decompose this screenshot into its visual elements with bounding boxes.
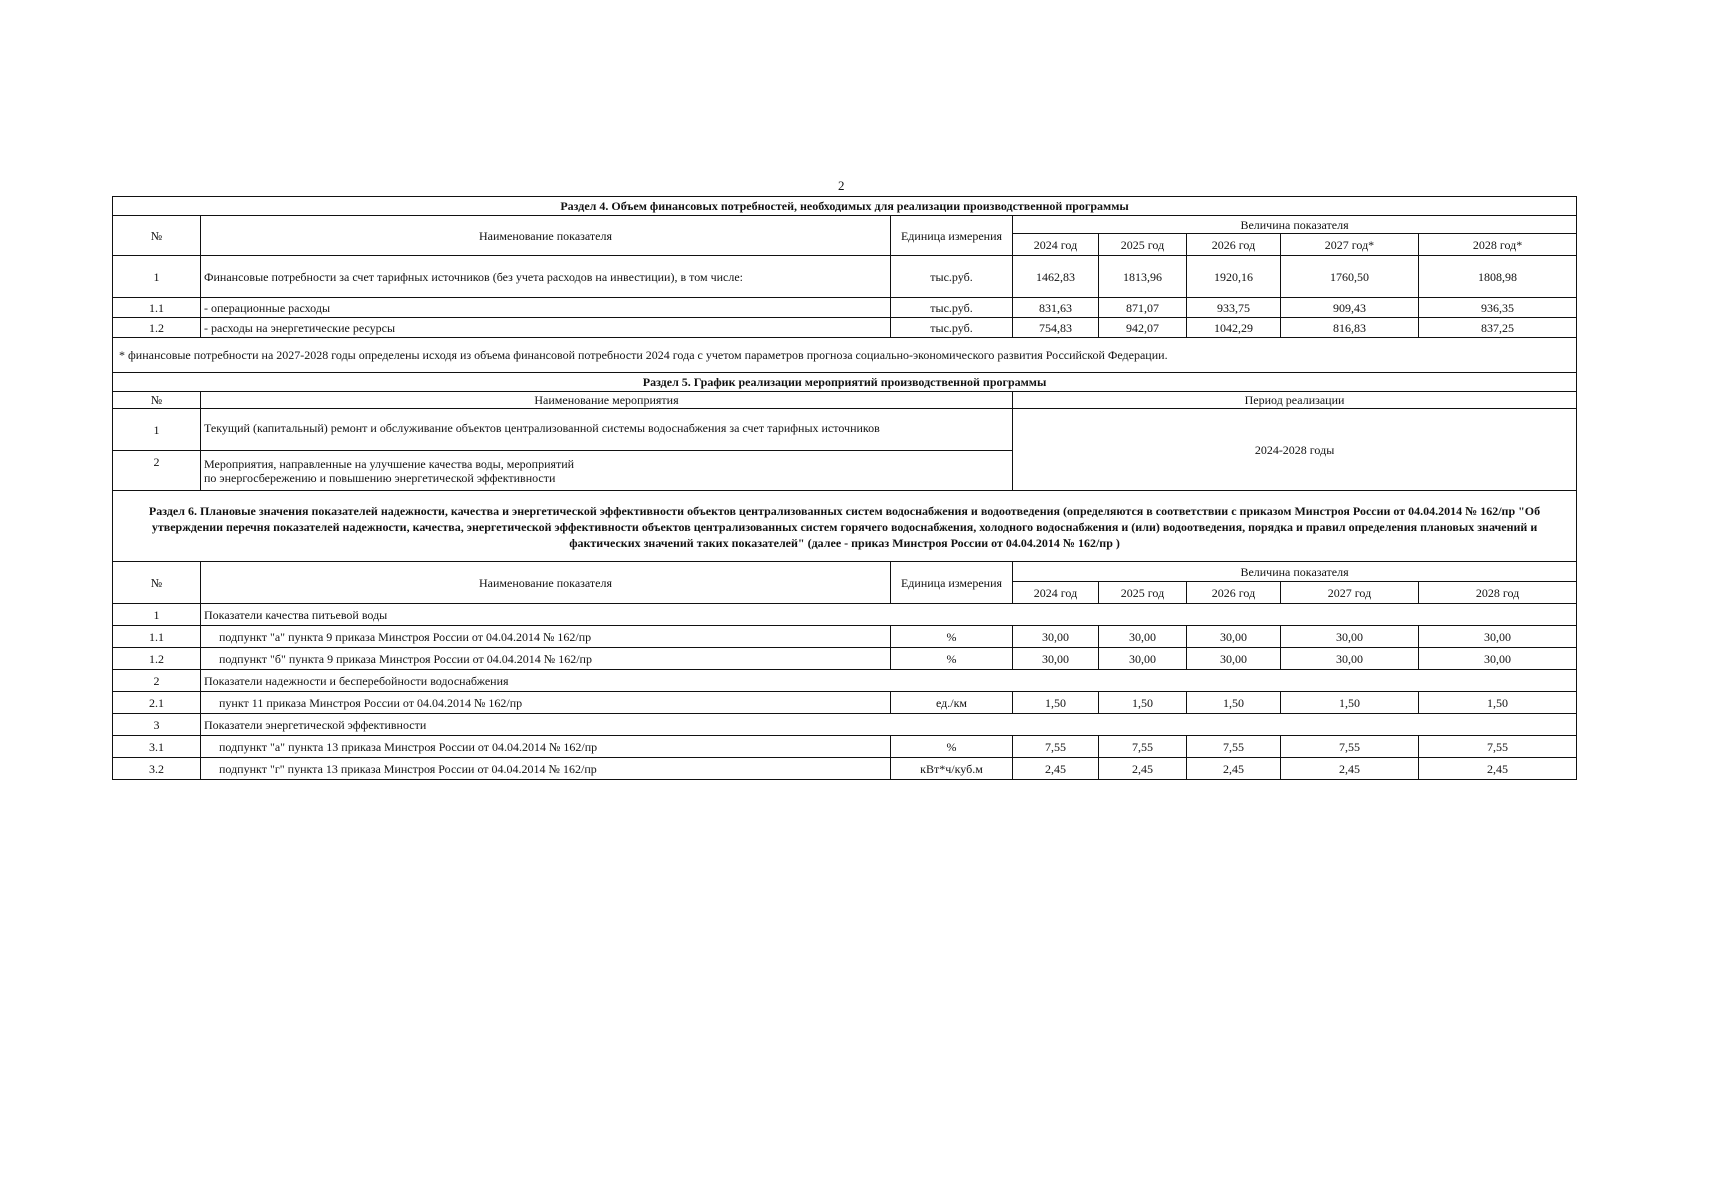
table-row (113, 648, 1577, 670)
row-number: 3.1 (113, 736, 201, 758)
row-name-line: Мероприятия, направленные на улучшение качества воды, мероприятий (204, 456, 575, 471)
s6-header-name: Наименование показателя (201, 562, 891, 604)
row-value: 30,00 (1281, 626, 1419, 648)
s6-year-header: 2027 год (1281, 582, 1419, 604)
row-value: 30,00 (1099, 626, 1187, 648)
table-row (113, 409, 1577, 451)
s4-header-unit: Единица измерения (891, 216, 1013, 256)
row-value: 1042,29 (1187, 318, 1281, 338)
row-value: 936,35 (1419, 298, 1577, 318)
table-row (113, 604, 1577, 626)
s5-header-period: Период реализации (1013, 392, 1577, 409)
table-row (113, 318, 1577, 338)
row-unit: тыс.руб. (891, 298, 1013, 318)
row-value: 7,55 (1419, 736, 1577, 758)
row-value: 7,55 (1099, 736, 1187, 758)
s4-header-value-group: Величина показателя (1013, 216, 1577, 234)
row-value: 1462,83 (1013, 256, 1099, 298)
row-name (201, 451, 1013, 491)
row-value: 933,75 (1187, 298, 1281, 318)
row-name: Текущий (капитальный) ремонт и обслуживание объектов централизованной системы водоснабжения за счет тарифных источников (201, 409, 1013, 451)
row-unit: % (891, 736, 1013, 758)
s6-header-value-group: Величина показателя (1013, 562, 1577, 582)
row-value: 30,00 (1187, 626, 1281, 648)
row-number: 2 (113, 451, 201, 491)
row-name: подпункт "г" пункта 13 приказа Минстроя России от 04.04.2014 № 162/пр (201, 758, 891, 780)
s4-year-header: 2027 год* (1281, 234, 1419, 256)
table-row (113, 714, 1577, 736)
row-number: 1 (113, 256, 201, 298)
row-value: 837,25 (1419, 318, 1577, 338)
row-number: 3.2 (113, 758, 201, 780)
row-value: 1920,16 (1187, 256, 1281, 298)
row-value: 2,45 (1013, 758, 1099, 780)
row-number: 1.1 (113, 626, 201, 648)
row-number: 1 (113, 604, 201, 626)
table-row (113, 626, 1577, 648)
s6-year-header: 2026 год (1187, 582, 1281, 604)
s6-year-header: 2024 год (1013, 582, 1099, 604)
s4-year-header: 2026 год (1187, 234, 1281, 256)
row-value: 831,63 (1013, 298, 1099, 318)
row-value: 30,00 (1187, 648, 1281, 670)
row-number: 2.1 (113, 692, 201, 714)
row-number: 2 (113, 670, 201, 692)
row-value: 30,00 (1013, 648, 1099, 670)
table-row (113, 298, 1577, 318)
row-value: 816,83 (1281, 318, 1419, 338)
row-value: 754,83 (1013, 318, 1099, 338)
table-row (113, 692, 1577, 714)
s4-header-no: № (113, 216, 201, 256)
section6-title: Раздел 6. Плановые значения показателей надежности, качества и энергетической эффективности объектов централизованных систем водоснабжения и водоотведения (определяются в соответствии с приказом Минстроя России от 04.04.2014 № 162/пр "Об утверждении перечня показателей надежности, качества, энергетической эффективности объектов централизованных систем горячего водоснабжения, холодного водоснабжения и (или) водоотведения, порядка и правил определения плановых значений и фактических значений таких показателей" (далее - приказ Минстроя России от 04.04.2014 № 162/пр ) (113, 491, 1577, 562)
s4-year-header: 2025 год (1099, 234, 1187, 256)
table-row (113, 736, 1577, 758)
row-value: 1,50 (1013, 692, 1099, 714)
s6-year-header: 2028 год (1419, 582, 1577, 604)
row-value: 1813,96 (1099, 256, 1187, 298)
row-value: 30,00 (1013, 626, 1099, 648)
s6-header-no: № (113, 562, 201, 604)
row-number: 1.2 (113, 648, 201, 670)
row-number: 1.1 (113, 298, 201, 318)
row-value: 2,45 (1099, 758, 1187, 780)
row-value: 1,50 (1281, 692, 1419, 714)
row-unit: тыс.руб. (891, 318, 1013, 338)
row-value: 2,45 (1187, 758, 1281, 780)
group-name: Показатели качества питьевой воды (201, 604, 1577, 626)
row-value: 871,07 (1099, 298, 1187, 318)
row-value: 2,45 (1419, 758, 1577, 780)
page-number: 2 (838, 178, 845, 193)
s5-period: 2024-2028 годы (1013, 409, 1577, 491)
row-name: подпункт "б" пункта 9 приказа Минстроя России от 04.04.2014 № 162/пр (201, 648, 891, 670)
s4-year-header: 2028 год* (1419, 234, 1577, 256)
row-value: 7,55 (1187, 736, 1281, 758)
section4-title: Раздел 4. Объем финансовых потребностей, необходимых для реализации производственной программы (113, 197, 1577, 216)
row-value: 30,00 (1419, 648, 1577, 670)
row-value: 30,00 (1281, 648, 1419, 670)
s6-year-header: 2025 год (1099, 582, 1187, 604)
table-row (113, 256, 1577, 298)
row-unit: кВт*ч/куб.м (891, 758, 1013, 780)
row-value: 909,43 (1281, 298, 1419, 318)
row-number: 1.2 (113, 318, 201, 338)
row-unit: тыс.руб. (891, 256, 1013, 298)
row-value: 7,55 (1013, 736, 1099, 758)
table-row (113, 670, 1577, 692)
s5-header-no: № (113, 392, 201, 409)
row-name: подпункт "а" пункта 9 приказа Минстроя России от 04.04.2014 № 162/пр (201, 626, 891, 648)
row-value: 7,55 (1281, 736, 1419, 758)
row-value: 2,45 (1281, 758, 1419, 780)
row-name: - расходы на энергетические ресурсы (201, 318, 891, 338)
row-value: 1,50 (1187, 692, 1281, 714)
program-table (112, 196, 1577, 780)
group-name: Показатели энергетической эффективности (201, 714, 1577, 736)
row-value: 1808,98 (1419, 256, 1577, 298)
row-number: 3 (113, 714, 201, 736)
row-unit: ед./км (891, 692, 1013, 714)
row-number: 1 (113, 409, 201, 451)
section5-title: Раздел 5. График реализации мероприятий производственной программы (113, 373, 1577, 392)
s4-year-header: 2024 год (1013, 234, 1099, 256)
document-body (112, 196, 1576, 780)
row-value: 1,50 (1099, 692, 1187, 714)
s6-header-unit: Единица измерения (891, 562, 1013, 604)
row-name: пункт 11 приказа Минстроя России от 04.04.2014 № 162/пр (201, 692, 891, 714)
group-name: Показатели надежности и бесперебойности водоснабжения (201, 670, 1577, 692)
row-value: 1760,50 (1281, 256, 1419, 298)
s4-header-name: Наименование показателя (201, 216, 891, 256)
row-value: 30,00 (1419, 626, 1577, 648)
row-unit: % (891, 626, 1013, 648)
row-name: - операционные расходы (201, 298, 891, 318)
row-value: 30,00 (1099, 648, 1187, 670)
s5-header-name: Наименование мероприятия (201, 392, 1013, 409)
row-value: 942,07 (1099, 318, 1187, 338)
row-name: подпункт "а" пункта 13 приказа Минстроя России от 04.04.2014 № 162/пр (201, 736, 891, 758)
table-row (113, 758, 1577, 780)
row-value: 1,50 (1419, 692, 1577, 714)
row-name: Финансовые потребности за счет тарифных источников (без учета расходов на инвестиции), в том числе: (201, 256, 891, 298)
section4-footnote: * финансовые потребности на 2027-2028 годы определены исходя из объема финансовой потребности 2024 года с учетом параметров прогноза социально-экономического развития Российской Федерации. (113, 338, 1577, 373)
row-name-line: по энергосбережению и повышению энергетической эффективности (204, 470, 556, 485)
row-unit: % (891, 648, 1013, 670)
